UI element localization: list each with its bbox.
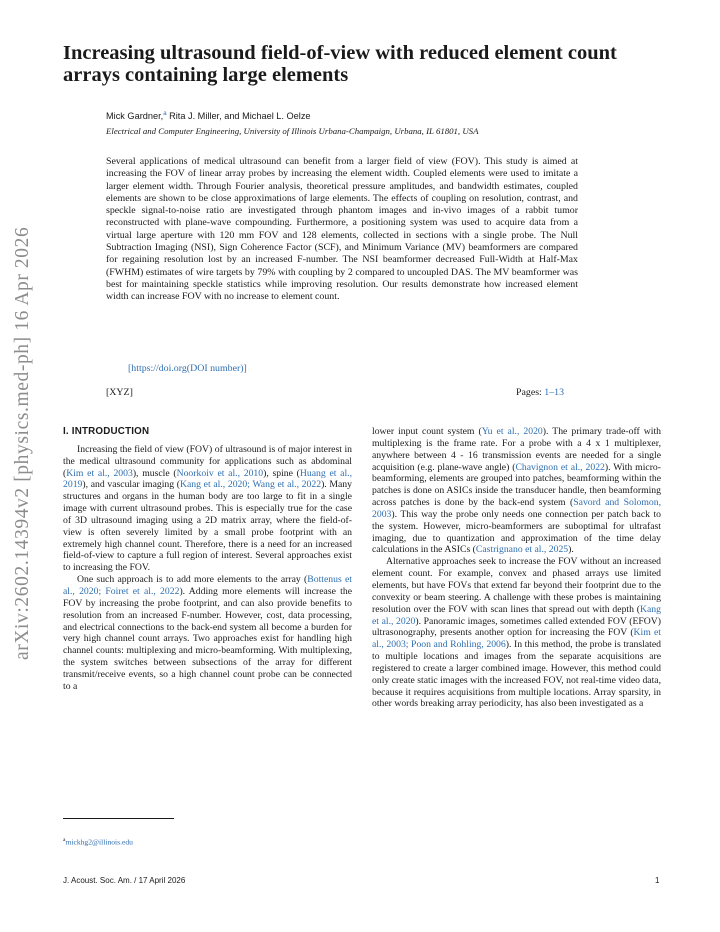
paragraph-text: One such approach is to add more elements to the array (	[77, 574, 308, 586]
citation-link[interactable]: Yu et al., 2020	[481, 426, 543, 437]
paragraph	[63, 444, 352, 574]
pacs-codes: [XYZ]	[106, 387, 133, 398]
citation-link[interactable]: Noorkoiv et al., 2010	[176, 467, 264, 479]
footnote	[63, 837, 133, 847]
arxiv-identifier-stamp: arXiv:2602.14394v2 [physics.med-ph] 16 Apr 2026	[12, 226, 33, 660]
paragraph-text: lower input count system (	[372, 426, 482, 437]
page-range-label: Pages:	[516, 387, 545, 398]
author-names-rest: Rita J. Miller, and Michael L. Oelze	[166, 111, 311, 122]
paragraph-text: Alternative approaches seek to increase the FOV without an increased element count. For example, convex and phased arrays use limited elements, but have FOVs that extend far beyond their footprint due to the convexity or beam steering. A challenge with these probes is maintaining resolution over the FOV with scan lines that spread out with depth (	[372, 556, 661, 615]
paragraph-text: ). Panoramic images, sometimes called extended FOV (EFOV) ultrasonography, presents another option for increasing the FOV (	[372, 615, 662, 639]
paragraph-text: ), and vascular imaging (	[82, 479, 180, 491]
paragraph-text: ). With micro-beamforming, elements are grouped into patches, beamforming within the patches is done on ASICs inside the transducer handle, then beamforming across patches is done by the back-end system (	[372, 461, 661, 509]
citation-link[interactable]: Kim et al., 2003	[66, 467, 133, 479]
paragraph-text: ). In this method, the probe is translated to multiple locations and images from the separate acquisitions are registered to create a larger combined image. However, this method could only create static images with the increased FOV, not real-time video data, because it requires acquisitions from multiple locations. Array sparsity, in other words breaking array periodicity, has also been investigated as a	[372, 639, 661, 710]
paragraph-text: ), muscle (	[132, 467, 177, 479]
paragraph-text: ). This way the probe only needs one connection per patch back to the system. However, micro-beamformers are suboptimal for ultrafast imaging, due to quantization and approximation of the time delay calculations in the ASICs (	[372, 508, 661, 556]
citation-link[interactable]: Kang et al., 2020; Wang et al., 2022	[180, 479, 322, 491]
citation-link[interactable]: Castrignano et al., 2025	[475, 544, 569, 556]
paragraph	[372, 426, 661, 556]
citation-link[interactable]: Bottenus et al., 2020; Foiret et al., 2022	[63, 574, 352, 597]
paragraph-text: ). Adding more elements will increase the FOV by increasing the probe footprint, and can also provide benefits to resolution from an increased F-number. However, cost, data processing, and electrical connections to the back-end system all become a burden for very high channel count arrays. Two approaches exist for handling high channel counts: multiplexing and micro-beamforming. With multiplexing, the system switches between subsections of the array for different transmit/receive events, so a high channel count probe can be connected to a	[63, 585, 352, 692]
paragraph-text: ).	[568, 544, 574, 556]
page-number: 1	[655, 876, 660, 885]
right-column	[372, 426, 661, 710]
paragraph-text: ), spine (	[263, 467, 300, 479]
paragraph	[372, 556, 661, 710]
citation-link[interactable]: Huang et al., 2019	[63, 467, 352, 491]
citation-link[interactable]: Chavignon et al., 2022	[515, 461, 605, 473]
author-footnote-mark[interactable]: a	[163, 111, 167, 117]
author-name: Mick Gardner,	[106, 111, 164, 122]
abstract: Several applications of medical ultrasound can benefit from a larger field of view (FOV). This study is aimed at increasing the FOV of linear array probes by increasing the element width. Coupled elements were used to imitate a larger element width. Through Fourier analysis, theoretical pressure amplitudes, and bandwidth estimates, coupled elements are shown to be close approximations of large elements. The effects of coupling on resolution, contrast, and speckle signal-to-noise ratio are investigated through phantom images and in-vivo images of a rabbit tumor reconstructed with plane-wave compounding. Furthermore, a positioning system was used to acquire data from a virtual large aperture with 120 mm FOV and 128 elements, collected in sections with a single probe. The Null Subtraction Imaging (NSI), Sign Coherence Factor (SCF), and Minimum Variance (MV) beamformers are compared for regaining resolution lost by an increased F-number. The NSI beamformer decreased Full-Width at Half-Max (FWHM) estimates of wire targets by 79% with coupling by 2 compared to uncoupled DAS. The MV beamformer was best for maintaining speckle statistics while improving resolution. Our results demonstrate how increased element width can increase FOV with no increase to element count.	[106, 156, 578, 303]
citation-link[interactable]: Kang et al., 2020	[372, 603, 661, 627]
doi-link[interactable]: [https://doi.org(DOI number)]	[128, 363, 247, 374]
left-column	[63, 426, 352, 693]
footnote-mark: a	[63, 837, 66, 843]
author-affiliation: Electrical and Computer Engineering, University of Illinois Urbana-Champaign, Urbana, IL 61801, USA	[106, 126, 479, 136]
paragraph	[63, 574, 352, 692]
author-email-link[interactable]: mickhg2@illinois.edu	[65, 837, 133, 847]
citation-link[interactable]: Savord and Solomon, 2003	[372, 497, 661, 520]
author-list	[106, 111, 311, 121]
paper-title: Increasing ultrasound field-of-view with reduced element count arrays containing large elements	[63, 42, 617, 86]
footnote-divider	[63, 818, 174, 819]
journal-footer: J. Acoust. Soc. Am. / 17 April 2026	[63, 876, 186, 885]
paragraph-text: ). The primary trade-off with multiplexing is the frame rate. For a probe with a 4 x 1 multiplexer, anywhere between 4 - 16 transmission events are needed for a single acquisition (e.g. plane-wave angle) (	[372, 426, 662, 473]
paragraph-text: Increasing the field of view (FOV) of ultrasound is of major interest in the medical ultrasound community for applications such as abdominal (	[63, 443, 352, 479]
paragraph-text: ). Many structures and organs in the human body are too large to fit in a single image with current ultrasound probes. This is especially true for the case of 3D ultrasound imaging using a 2D matrix array, where the field-of-view is often severely limited by a small probe footprint with an extremely high channel count. Therefore, there is a need for an increased field-of-view to capture a full region of interest. Several approaches exist to increasing the FOV.	[63, 479, 352, 574]
page-range	[516, 387, 564, 398]
page-range-link[interactable]: 1–13	[544, 387, 565, 398]
citation-link[interactable]: Kim et al., 2003; Poon and Rohling, 2006	[372, 627, 661, 651]
section-heading: I. INTRODUCTION	[63, 426, 150, 437]
